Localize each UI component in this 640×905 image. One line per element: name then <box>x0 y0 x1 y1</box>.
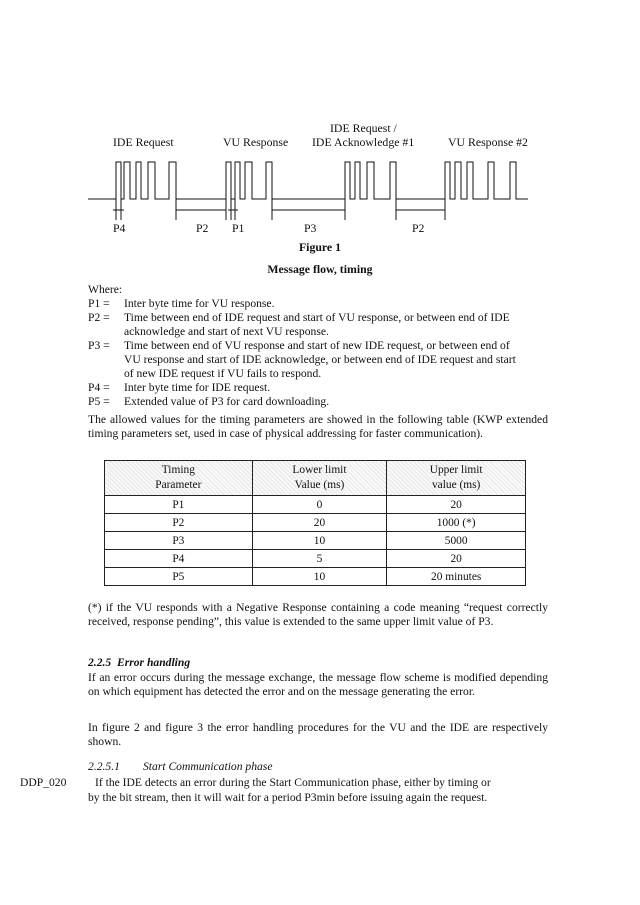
where-intro: Where: <box>88 283 123 296</box>
definition-label: P4 = <box>88 381 110 394</box>
definition-label: P2 = <box>88 311 110 324</box>
requirement-id: DDP_020 <box>20 776 67 789</box>
table-cell: P2 <box>105 514 253 532</box>
label-ide-request: IDE Request <box>113 135 174 149</box>
table-cell: 5 <box>252 550 387 568</box>
table-row <box>105 514 526 532</box>
footnote: (*) if the VU responds with a Negative Response containing a code meaning “request correctly received, response pending”, this value is extended to the same upper limit value of P3. <box>88 601 548 629</box>
table-cell: 20 minutes <box>387 568 526 586</box>
table-row <box>105 496 526 514</box>
table-cell: 1000 (*) <box>387 514 526 532</box>
table-cell: P4 <box>105 550 253 568</box>
definition-p1 <box>88 297 548 311</box>
definition-text: Inter byte time for IDE request. <box>124 381 271 394</box>
table-cell: 20 <box>387 550 526 568</box>
figure-number: Figure 1 <box>298 240 342 254</box>
requirement-text-line-2: by the bit stream, then it will wait for a period P3min before issuing again the request. <box>88 791 488 804</box>
section-heading-2-2-5 <box>88 656 190 670</box>
definition-text: Inter byte time for VU response. <box>124 297 275 310</box>
header-line: Timing <box>161 464 195 476</box>
label-vu-response-2: VU Response #2 <box>448 135 528 149</box>
timing-diagram <box>0 150 640 230</box>
table-cell: P3 <box>105 532 253 550</box>
header-lower-limit <box>252 461 387 496</box>
table-cell: P1 <box>105 496 253 514</box>
table-cell: 10 <box>252 532 387 550</box>
header-upper-limit <box>387 461 526 496</box>
interval-label-p2-first: P2 <box>196 221 209 235</box>
definition-text: Time between end of VU response and start of new IDE request, or between end of <box>124 339 510 352</box>
interval-label-p3: P3 <box>304 221 317 235</box>
header-line: Upper limit <box>429 464 483 476</box>
label-ide-request-slash: IDE Request / <box>330 121 397 135</box>
table-row <box>105 568 526 586</box>
definition-text: Extended value of P3 for card downloading. <box>124 395 330 408</box>
interval-label-p2-second: P2 <box>412 221 425 235</box>
header-timing-parameter <box>105 461 253 496</box>
interval-label-p4: P4 <box>113 221 126 235</box>
definition-label: P3 = <box>88 339 110 352</box>
header-line: Parameter <box>155 479 202 491</box>
definition-text: acknowledge and start of next VU response. <box>124 325 329 338</box>
intro-paragraph: The allowed values for the timing parameters are showed in the following table (KWP extended timing parameters set, used in case of physical addressing for faster communication). <box>88 413 548 441</box>
definition-p2 <box>88 311 548 340</box>
interval-label-p1: P1 <box>232 221 245 235</box>
header-line: Lower limit <box>292 464 347 476</box>
label-ide-acknowledge-1: IDE Acknowledge #1 <box>312 135 415 149</box>
definition-p4 <box>88 381 548 395</box>
definition-p3 <box>88 339 548 383</box>
section-number: 2.2.5 <box>88 656 112 669</box>
table-row <box>105 550 526 568</box>
figure-caption: Message flow, timing <box>267 262 373 276</box>
error-handling-paragraph: If an error occurs during the message exchange, the message flow scheme is modified depending on which equipment has detected the error and on the message generating the error. <box>88 671 548 699</box>
header-line: Value (ms) <box>294 479 345 491</box>
definition-text: Time between end of IDE request and start of VU response, or between end of IDE <box>124 311 510 324</box>
table-header-row <box>105 461 526 496</box>
definition-label: P1 = <box>88 297 110 310</box>
label-vu-response: VU Response <box>223 135 289 149</box>
signal-waveform <box>88 162 528 199</box>
table-cell: P5 <box>105 568 253 586</box>
definition-label: P5 = <box>88 395 110 408</box>
error-figures-paragraph: In figure 2 and figure 3 the error handling procedures for the VU and the IDE are respectively shown. <box>88 721 548 749</box>
definition-p5 <box>88 395 548 409</box>
table-cell: 20 <box>252 514 387 532</box>
table-cell: 20 <box>387 496 526 514</box>
subsection-title: Start Communication phase <box>143 760 273 773</box>
table-cell: 0 <box>252 496 387 514</box>
definition-text: VU response and start of IDE acknowledge, or between end of IDE request and start <box>124 353 516 366</box>
requirement-text-line-1: If the IDE detects an error during the Start Communication phase, either by timing or <box>95 776 491 789</box>
table-cell: 5000 <box>387 532 526 550</box>
section-title: Error handling <box>116 656 191 669</box>
subsection-number: 2.2.5.1 <box>88 760 120 773</box>
timing-parameters-table <box>104 460 526 586</box>
table-cell: 10 <box>252 568 387 586</box>
table-row <box>105 532 526 550</box>
definition-text: of new IDE request if VU fails to respond. <box>124 367 322 380</box>
header-line: value (ms) <box>431 479 481 491</box>
